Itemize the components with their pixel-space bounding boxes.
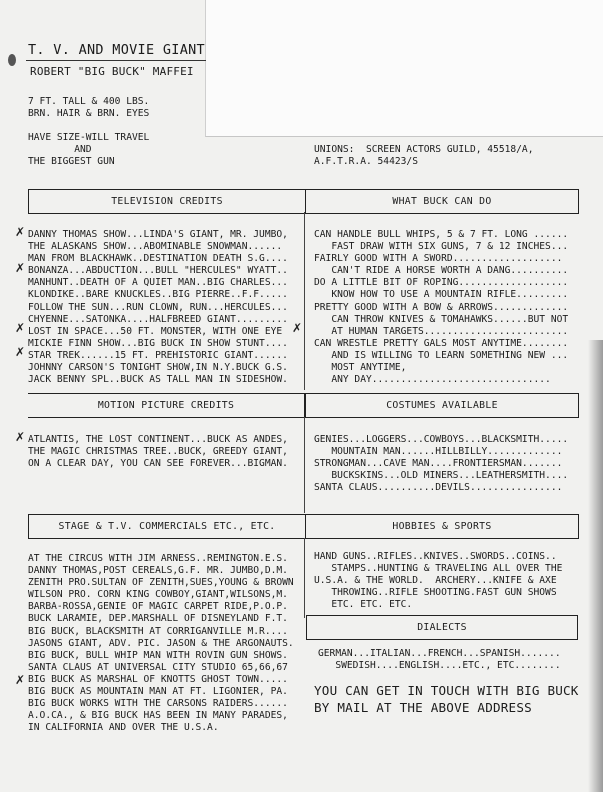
union-line: A.F.T.R.A. 54423/S <box>314 156 418 168</box>
list-item: FAST DRAW WITH SIX GUNS, 7 & 12 INCHES... <box>314 241 569 253</box>
list-item: STAMPS..HUNTING & TRAVELING ALL OVER THE <box>314 563 563 575</box>
list-item: SANTA CLAUS AT UNIVERSAL CITY STUDIO 65,66,67 <box>28 661 288 673</box>
list-item: KNOW HOW TO USE A MOUNTAIN RIFLE......... <box>314 289 569 301</box>
dialects-list <box>318 648 561 672</box>
contact-line: YOU CAN GET IN TOUCH WITH BIG BUCK <box>314 683 579 698</box>
list-item: SWEDISH....ENGLISH....ETC., ETC........ <box>318 660 561 672</box>
check-mark: ✗ <box>15 225 26 239</box>
section-header-motion-picture-credits: MOTION PICTURE CREDITS <box>28 393 305 418</box>
motion-picture-credits-list <box>28 434 288 470</box>
list-item: BUCK LARAMIE, DEP.MARSHALL OF DISNEYLAND F.T. <box>28 613 288 625</box>
list-item: JACK BENNY SPL..BUCK AS TALL MAN IN SIDESHOW. <box>28 374 288 386</box>
slogan-line: HAVE SIZE-WILL TRAVEL <box>28 132 150 143</box>
list-item: U.S.A. & THE WORLD. ARCHERY...KNIFE & AXE <box>314 575 557 587</box>
list-item: GENIES...LOGGERS...COWBOYS...BLACKSMITH..... <box>314 434 569 445</box>
contact-line: BY MAIL AT THE ABOVE ADDRESS <box>314 700 532 715</box>
list-item: AT THE CIRCUS WITH JIM ARNESS..REMINGTON.E.S. <box>28 553 288 564</box>
list-item: BIG BUCK AS MARSHAL OF KNOTTS GHOST TOWN..... <box>28 673 288 685</box>
slogan <box>28 132 149 168</box>
list-item: ON A CLEAR DAY, YOU CAN SEE FOREVER...BIGMAN. <box>28 458 288 470</box>
list-item: JOHNNY CARSON'S TONIGHT SHOW,IN N.Y.BUCK G.S. <box>28 362 288 374</box>
actor-name: ROBERT "BIG BUCK" MAFFEI <box>30 65 194 78</box>
stat-line: BRN. HAIR & BRN. EYES <box>28 108 150 120</box>
list-item: THE MAGIC CHRISTMAS TREE..BUCK, GREEDY GIANT, <box>28 446 288 458</box>
page-title: T. V. AND MOVIE GIANT <box>28 42 205 58</box>
costumes-available-list <box>314 434 568 494</box>
column-divider <box>304 538 305 618</box>
column-divider <box>304 417 305 513</box>
list-item: BIG BUCK, BLACKSMITH AT CORRIGANVILLE M.R.... <box>28 625 288 637</box>
list-item: LOST IN SPACE...50 FT. MONSTER, WITH ONE EYE <box>28 325 283 337</box>
contact-note <box>314 682 579 716</box>
list-item: BUCKSKINS...OLD MINERS...LEATHERSMITH.... <box>314 470 569 482</box>
list-item: CHYENNE...SATONKA....HALFBREED GIANT......... <box>28 313 288 325</box>
list-item: CAN WRESTLE PRETTY GALS MOST ANYTIME........ <box>314 337 569 349</box>
list-item: THROWING..RIFLE SHOOTING.FAST GUN SHOWS <box>314 587 557 599</box>
list-item: ANY DAY............................... <box>314 374 551 386</box>
what-buck-can-do-list <box>314 229 568 398</box>
check-mark: ✗ <box>15 261 26 275</box>
list-item: DANNY THOMAS SHOW...LINDA'S GIANT, MR. JUMBO, <box>28 229 288 240</box>
stat-line: 7 FT. TALL & 400 LBS. <box>28 96 150 107</box>
list-item: SANTA CLAUS..........DEVILS................ <box>314 482 563 494</box>
list-item: WILSON PRO. CORN KING COWBOY,GIANT,WILSONS,M. <box>28 589 288 601</box>
list-item: MANHUNT..DEATH OF A QUIET MAN..BIG CHARLES... <box>28 277 288 289</box>
list-item: STAR TREK......15 FT. PREHISTORIC GIANT...... <box>28 349 288 361</box>
list-item: BIG BUCK, BULL WHIP MAN WITH ROVIN GUN SHOWS. <box>28 649 288 661</box>
list-item: PRETTY GOOD WITH A BOW & ARROWS............. <box>314 301 569 313</box>
list-item: ETC. ETC. ETC. <box>314 599 413 611</box>
section-header-television-credits: TELEVISION CREDITS <box>28 189 306 214</box>
list-item: BONANZA...ABDUCTION...BULL "HERCULES" WYATT.. <box>28 265 288 277</box>
section-header-stage-commercials: STAGE & T.V. COMMERCIALS ETC., ETC. <box>28 514 306 539</box>
list-item: HAND GUNS..RIFLES..KNIVES..SWORDS..COINS.. <box>314 551 557 562</box>
section-header-costumes-available: COSTUMES AVAILABLE <box>305 393 579 418</box>
list-item <box>28 734 294 746</box>
list-item: DO A LITTLE BIT OF ROPING................... <box>314 277 569 289</box>
list-item: BARBA-ROSSA,GENIE OF MAGIC CARPET RIDE,P.O.P. <box>28 601 288 613</box>
list-item: ZENITH PRO.SULTAN OF ZENITH,SUES,YOUNG & BROWN <box>28 577 294 589</box>
section-header-hobbies-sports: HOBBIES & SPORTS <box>305 514 579 539</box>
list-item: FAIRLY GOOD WITH A SWORD................... <box>314 253 563 265</box>
list-item: FOLLOW THE SUN...RUN CLOWN, RUN...HERCULES... <box>28 301 288 313</box>
list-item: BIG BUCK WORKS WITH THE CARSONS RAIDERS...... <box>28 698 288 710</box>
list-item: BIG BUCK AS MOUNTAIN MAN AT FT. LIGONIER, PA. <box>28 686 288 698</box>
check-mark: ✗ <box>15 430 26 444</box>
slogan-line: THE BIGGEST GUN <box>28 156 115 168</box>
column-divider <box>304 212 305 390</box>
list-item: STRONGMAN...CAVE MAN....FRONTIERSMAN....... <box>314 458 563 470</box>
list-item: DANNY THOMAS,POST CEREALS,G.F. MR. JUMBO,D.M. <box>28 565 288 577</box>
television-credits-list <box>28 229 288 398</box>
list-item: CAN'T RIDE A HORSE WORTH A DANG.......... <box>314 265 569 277</box>
list-item: ATLANTIS, THE LOST CONTINENT...BUCK AS ANDES, <box>28 434 288 445</box>
list-item: AND IS WILLING TO LEARN SOMETHING NEW ... <box>314 349 569 361</box>
check-mark: ✗ <box>15 345 26 359</box>
list-item: KLONDIKE..BARE KNUCKLES..BIG PIERRE..F.F..... <box>28 289 288 301</box>
union-line: UNIONS: SCREEN ACTORS GUILD, 45518/A, <box>314 144 534 155</box>
slogan-line: AND <box>28 144 92 156</box>
list-item: MOST ANYTIME, <box>314 362 407 374</box>
section-header-dialects: DIALECTS <box>306 615 578 640</box>
list-item: MICKIE FINN SHOW...BIG BUCK IN SHOW STUNT.... <box>28 337 288 349</box>
stage-commercials-list <box>28 553 294 747</box>
list-item: CAN THROW KNIVES & TOMAHAWKS......BUT NOT <box>314 313 569 325</box>
check-mark: ✗ <box>15 673 26 687</box>
list-item: A.O.CA., & BIG BUCK HAS BEEN IN MANY PARADES, <box>28 710 288 722</box>
list-item: IN CALIFORNIA AND OVER THE U.S.A. <box>28 722 219 734</box>
list-item: CAN HANDLE BULL WHIPS, 5 & 7 FT. LONG ...... <box>314 229 569 240</box>
list-item: GERMAN...ITALIAN...FRENCH...SPANISH....... <box>318 648 561 659</box>
hobbies-sports-list <box>314 551 562 611</box>
list-item: JASONS GIANT, ADV. PIC. JASON & THE ARGONAUTS. <box>28 637 294 649</box>
section-header-what-buck-can-do: WHAT BUCK CAN DO <box>305 189 579 214</box>
list-item: THE ALASKANS SHOW...ABOMINABLE SNOWMAN...... <box>28 241 283 253</box>
unions <box>314 144 534 168</box>
paper-patch <box>205 0 603 137</box>
check-mark: ✗ <box>292 321 303 335</box>
punch-hole <box>8 54 16 66</box>
list-item: AT HUMAN TARGETS......................... <box>314 325 569 337</box>
page-edge-shadow <box>588 340 603 792</box>
list-item: MAN FROM BLACKHAWK..DESTINATION DEATH S.G.... <box>28 253 288 265</box>
list-item: MOUNTAIN MAN......HILLBILLY............. <box>314 446 563 458</box>
stats <box>28 96 149 120</box>
check-mark: ✗ <box>15 321 26 335</box>
